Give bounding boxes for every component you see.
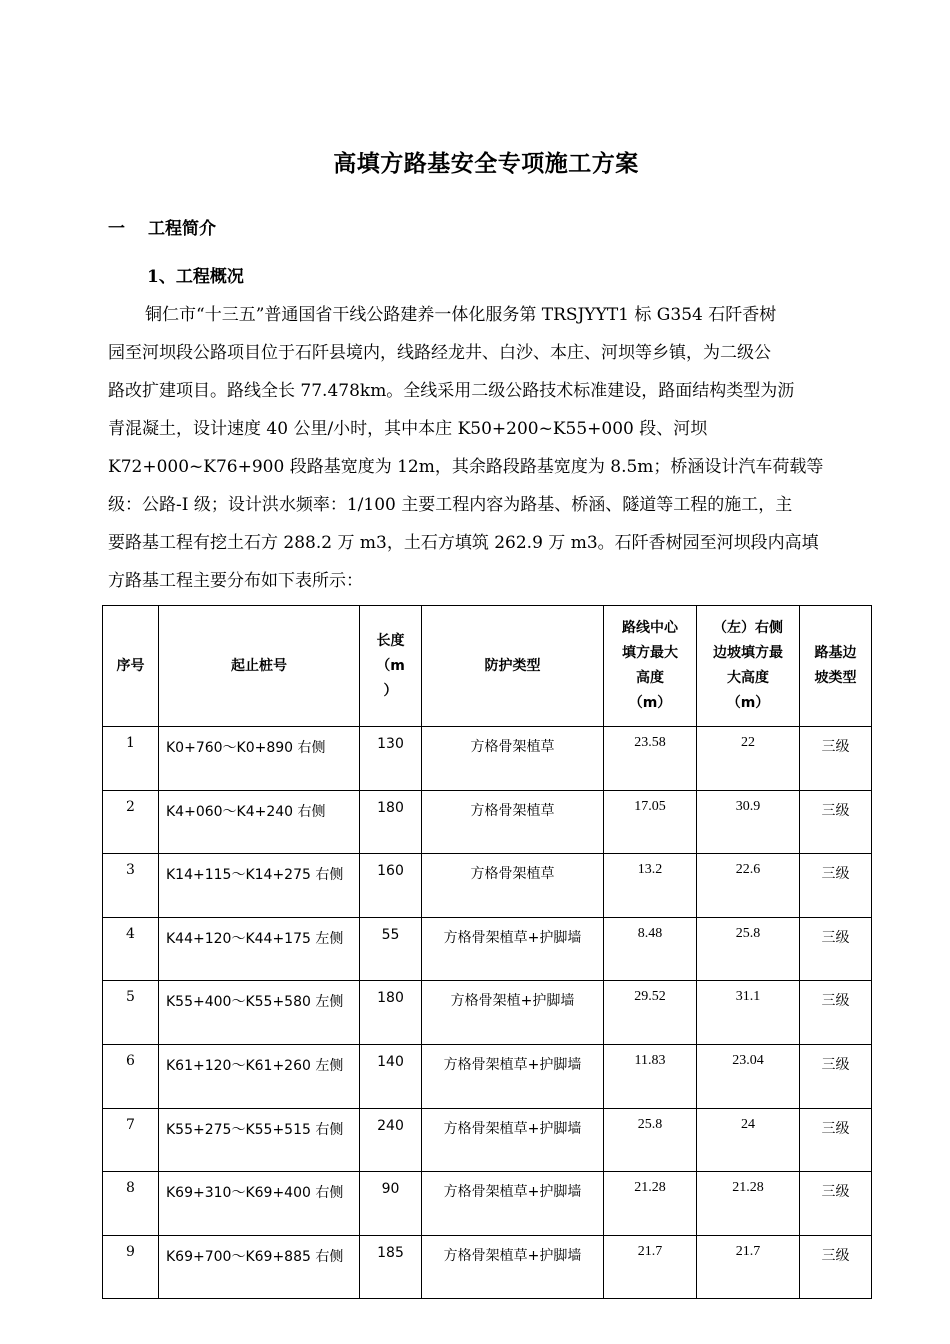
cell-grade: 三级	[800, 854, 872, 918]
cell-station: K61+120～K61+260 左侧	[159, 1044, 360, 1108]
table-row	[103, 1235, 872, 1299]
header-side-fill-line: 大高度	[727, 670, 769, 686]
intro-line: 方路基工程主要分布如下表所示：	[108, 571, 363, 591]
cell-center-fill: 13.2	[604, 854, 697, 918]
cell-center-fill: 25.8	[604, 1108, 697, 1172]
cell-length: 185	[360, 1235, 422, 1299]
cell-side-fill: 24	[697, 1108, 800, 1172]
cell-grade: 三级	[800, 727, 872, 791]
header-center-fill-line: 路线中心	[622, 620, 678, 636]
cell-grade: 三级	[800, 1108, 872, 1172]
cell-side-fill: 21.28	[697, 1172, 800, 1236]
header-center-fill-line: 高度	[636, 670, 664, 686]
cell-center-fill: 29.52	[604, 981, 697, 1045]
header-length-line: ）	[383, 682, 398, 699]
cell-index: 2	[103, 790, 159, 854]
table-header-row	[103, 606, 872, 727]
cell-side-fill: 22.6	[697, 854, 800, 918]
header-length-line: （m	[376, 657, 405, 674]
cell-length: 140	[360, 1044, 422, 1108]
cell-station: K14+115～K14+275 右侧	[159, 854, 360, 918]
cell-index: 4	[103, 917, 159, 981]
header-side-fill	[697, 606, 800, 727]
cell-station: K44+120～K44+175 左侧	[159, 917, 360, 981]
header-protection: 防护类型	[422, 606, 604, 727]
cell-grade: 三级	[800, 917, 872, 981]
cell-station: K4+060～K4+240 右侧	[159, 790, 360, 854]
cell-center-fill: 21.28	[604, 1172, 697, 1236]
cell-side-fill: 31.1	[697, 981, 800, 1045]
cell-grade: 三级	[800, 1172, 872, 1236]
cell-center-fill: 23.58	[604, 727, 697, 791]
cell-side-fill: 21.7	[697, 1235, 800, 1299]
intro-paragraph	[108, 296, 868, 600]
table-row	[103, 1172, 872, 1236]
header-index: 序号	[103, 606, 159, 727]
cell-protection: 方格骨架植草+护脚墙	[422, 917, 604, 981]
cell-index: 7	[103, 1108, 159, 1172]
cell-grade: 三级	[800, 981, 872, 1045]
cell-protection: 方格骨架植草+护脚墙	[422, 1172, 604, 1236]
cell-index: 5	[103, 981, 159, 1045]
header-center-fill	[604, 606, 697, 727]
section-heading	[108, 214, 216, 239]
table-row	[103, 790, 872, 854]
header-center-fill-line: （m）	[628, 695, 672, 711]
cell-protection: 方格骨架植草	[422, 790, 604, 854]
cell-index: 8	[103, 1172, 159, 1236]
header-side-fill-line: （m）	[726, 695, 770, 711]
cell-center-fill: 8.48	[604, 917, 697, 981]
header-slope-grade-line: 路基边	[814, 645, 857, 661]
cell-length: 240	[360, 1108, 422, 1172]
table-row	[103, 917, 872, 981]
header-station: 起止桩号	[159, 606, 360, 727]
cell-center-fill: 21.7	[604, 1235, 697, 1299]
cell-length: 180	[360, 981, 422, 1045]
intro-line: 路改扩建项目。路线全长 77.478km。全线采用二级公路技术标准建设，路面结构类型为沥	[108, 381, 795, 401]
cell-side-fill: 23.04	[697, 1044, 800, 1108]
cell-index: 6	[103, 1044, 159, 1108]
table-row	[103, 1044, 872, 1108]
cell-length: 130	[360, 727, 422, 791]
cell-grade: 三级	[800, 1235, 872, 1299]
header-length-line: 长度	[376, 632, 405, 649]
intro-line: 青混凝土，设计速度 40 公里/小时，其中本庄 K50+200~K55+000 段、河坝	[108, 419, 708, 439]
section-title: 工程简介	[148, 219, 216, 239]
cell-length: 55	[360, 917, 422, 981]
table-row	[103, 854, 872, 918]
cell-station: K69+310～K69+400 右侧	[159, 1172, 360, 1236]
cell-station: K0+760～K0+890 右侧	[159, 727, 360, 791]
cell-length: 180	[360, 790, 422, 854]
cell-protection: 方格骨架植草+护脚墙	[422, 1108, 604, 1172]
header-side-fill-line: （左）右侧	[713, 620, 783, 636]
header-slope-grade	[800, 606, 872, 727]
intro-line: 铜仁市“十三五”普通国省干线公路建养一体化服务第 TRSJYYT1 标 G354 石阡香树	[145, 305, 777, 325]
cell-length: 90	[360, 1172, 422, 1236]
high-fill-table	[102, 605, 872, 1299]
cell-side-fill: 22	[697, 727, 800, 791]
cell-protection: 方格骨架植草	[422, 727, 604, 791]
section-number: 一	[108, 219, 125, 239]
intro-line: 园至河坝段公路项目位于石阡县境内，线路经龙井、白沙、本庄、河坝等乡镇，为二级公	[108, 343, 771, 363]
subsection-heading: 1、工程概况	[147, 267, 244, 287]
cell-center-fill: 11.83	[604, 1044, 697, 1108]
cell-grade: 三级	[800, 1044, 872, 1108]
cell-index: 1	[103, 727, 159, 791]
cell-protection: 方格骨架植草+护脚墙	[422, 1235, 604, 1299]
cell-protection: 方格骨架植草	[422, 854, 604, 918]
cell-protection: 方格骨架植+护脚墙	[422, 981, 604, 1045]
cell-length: 160	[360, 854, 422, 918]
table-row	[103, 727, 872, 791]
cell-station: K55+275～K55+515 右侧	[159, 1108, 360, 1172]
intro-line: K72+000~K76+900 段路基宽度为 12m，其余路段路基宽度为 8.5m；桥涵设计汽车荷载等	[108, 457, 824, 477]
intro-line: 要路基工程有挖土石方 288.2 万 m3，土石方填筑 262.9 万 m3。石阡香树园至河坝段内高填	[108, 533, 819, 553]
header-center-fill-line: 填方最大	[622, 645, 678, 661]
cell-center-fill: 17.05	[604, 790, 697, 854]
cell-side-fill: 30.9	[697, 790, 800, 854]
cell-grade: 三级	[800, 790, 872, 854]
header-slope-grade-line: 坡类型	[814, 670, 857, 686]
cell-protection: 方格骨架植草+护脚墙	[422, 1044, 604, 1108]
intro-line: 级：公路-I 级；设计洪水频率：1/100 主要工程内容为路基、桥涵、隧道等工程的施工，主	[108, 495, 793, 515]
header-side-fill-line: 边坡填方最	[713, 645, 783, 661]
cell-index: 3	[103, 854, 159, 918]
page-title: 高填方路基安全专项施工方案	[333, 150, 639, 177]
cell-station: K69+700～K69+885 右侧	[159, 1235, 360, 1299]
header-length	[360, 606, 422, 727]
cell-index: 9	[103, 1235, 159, 1299]
cell-side-fill: 25.8	[697, 917, 800, 981]
table-row	[103, 981, 872, 1045]
cell-station: K55+400～K55+580 左侧	[159, 981, 360, 1045]
table-row	[103, 1108, 872, 1172]
